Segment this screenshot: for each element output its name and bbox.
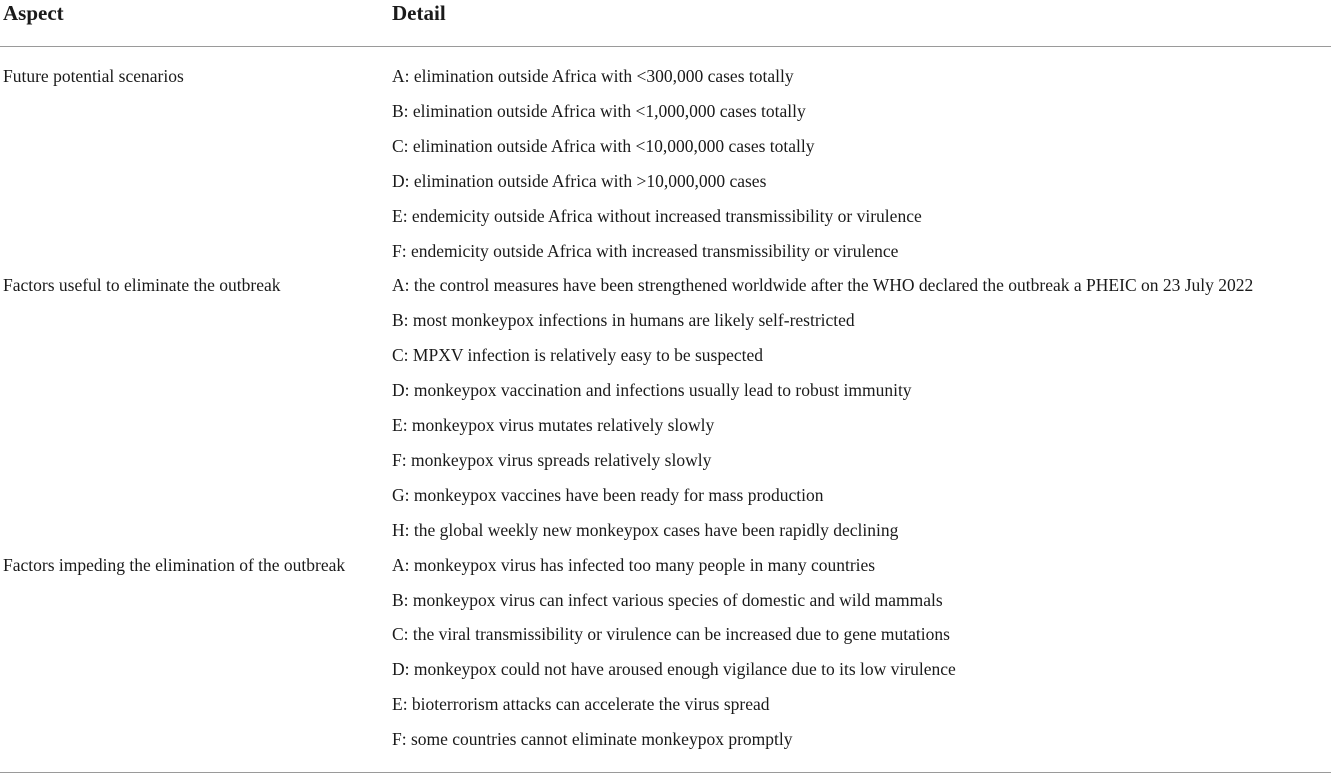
detail-cell: G: monkeypox vaccines have been ready for mass production	[392, 484, 824, 505]
table-row	[0, 199, 1331, 234]
aspect-cell: Factors impeding the elimination of the outbreak	[3, 554, 346, 575]
aspect-cell: Factors useful to eliminate the outbreak	[3, 275, 281, 296]
detail-cell: C: elimination outside Africa with <10,000,000 cases totally	[392, 135, 815, 156]
detail-cell: E: endemicity outside Africa without increased transmissibility or virulence	[392, 205, 922, 226]
table-row	[0, 652, 1331, 687]
bottom-rule	[0, 772, 1331, 773]
table-row	[0, 59, 1331, 94]
table-row	[0, 164, 1331, 199]
table-row	[0, 373, 1331, 408]
detail-cell: E: bioterrorism attacks can accelerate the virus spread	[392, 694, 770, 715]
detail-cell: A: elimination outside Africa with <300,000 cases totally	[392, 66, 794, 86]
header-aspect: Aspect	[3, 1, 64, 25]
detail-cell: F: some countries cannot eliminate monkeypox promptly	[392, 729, 793, 750]
table-row	[0, 513, 1331, 548]
detail-cell: F: monkeypox virus spreads relatively slowly	[392, 449, 712, 470]
table-row	[0, 478, 1331, 513]
table-row	[0, 548, 1331, 583]
header-detail: Detail	[392, 1, 446, 25]
detail-cell: F: endemicity outside Africa with increased transmissibility or virulence	[392, 240, 899, 261]
detail-cell: B: monkeypox virus can infect various species of domestic and wild mammals	[392, 589, 943, 610]
table-row	[0, 408, 1331, 443]
detail-cell: D: elimination outside Africa with >10,000,000 cases	[392, 170, 767, 191]
aspect-cell: Future potential scenarios	[3, 66, 184, 86]
table-row	[0, 583, 1331, 618]
detail-cell: A: the control measures have been strengthened worldwide after the WHO declared the outbreak a PHEIC on 23 July 2022	[392, 275, 1254, 296]
table-row	[0, 303, 1331, 338]
detail-cell: E: monkeypox virus mutates relatively slowly	[392, 415, 715, 435]
table-row	[0, 338, 1331, 373]
detail-cell: D: monkeypox could not have aroused enough vigilance due to its low virulence	[392, 659, 956, 680]
detail-cell: D: monkeypox vaccination and infections usually lead to robust immunity	[392, 380, 912, 401]
detail-cell: A: monkeypox virus has infected too many people in many countries	[392, 554, 876, 575]
table-row	[0, 443, 1331, 478]
detail-cell: B: elimination outside Africa with <1,000,000 cases totally	[392, 100, 806, 121]
table-row	[0, 722, 1331, 757]
table-row	[0, 268, 1331, 303]
detail-cell: B: most monkeypox infections in humans are likely self-restricted	[392, 310, 855, 331]
table-header	[0, 0, 1331, 47]
detail-cell: H: the global weekly new monkeypox cases have been rapidly declining	[392, 519, 899, 540]
table-row	[0, 234, 1331, 269]
table-row	[0, 129, 1331, 164]
table-row	[0, 617, 1331, 652]
table-row	[0, 94, 1331, 129]
table-row	[0, 687, 1331, 722]
detail-cell: C: MPXV infection is relatively easy to be suspected	[392, 345, 763, 366]
detail-cell: C: the viral transmissibility or virulence can be increased due to gene mutations	[392, 624, 950, 645]
